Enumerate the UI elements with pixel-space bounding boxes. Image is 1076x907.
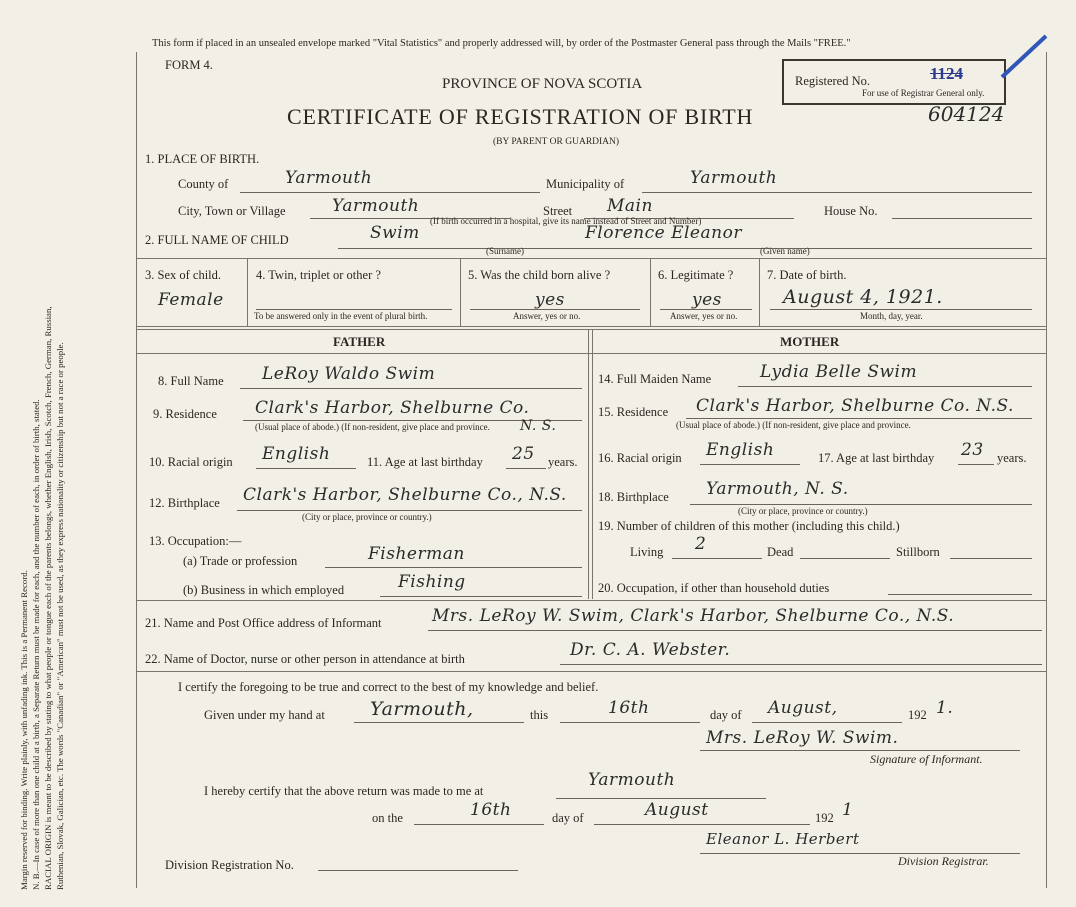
mother-residence-note: (Usual place of abode.) (If non-resident, give place and province. — [676, 420, 911, 430]
mother-occupation-line — [888, 594, 1032, 595]
legit-note: Answer, yes or no. — [670, 311, 738, 321]
child-name-line — [338, 248, 1032, 249]
given-label: Given under my hand at — [204, 708, 325, 722]
father-residence-label: 9. Residence — [153, 407, 217, 421]
col-divider — [650, 258, 651, 326]
municipality-label: Municipality of — [546, 177, 625, 191]
date-value: August 4, 1921. — [783, 286, 943, 308]
province-heading: PROVINCE OF NOVA SCOTIA — [442, 76, 643, 92]
row-divider — [136, 671, 1046, 672]
this-label: this — [530, 708, 549, 722]
registrar-month-line — [594, 824, 810, 825]
registered-stamp: 604124 — [928, 102, 1005, 126]
child-surname: Swim — [370, 223, 420, 243]
street-value: Main — [607, 196, 653, 216]
county-line — [240, 192, 540, 193]
given-month: August, — [768, 698, 838, 718]
row-divider — [136, 353, 1046, 354]
twin-note: To be answered only in the event of plural birth. — [254, 311, 428, 321]
parents-divider — [588, 329, 589, 599]
twin-label: 4. Twin, triplet or other ? — [256, 268, 381, 282]
registrar-year-prefix: 192 — [815, 811, 834, 825]
municipality-line — [642, 192, 1032, 193]
sex-label: 3. Sex of child. — [145, 268, 222, 282]
doctor-line — [560, 664, 1042, 665]
registrar-signature: Eleanor L. Herbert — [706, 830, 860, 848]
father-age-line — [506, 468, 546, 469]
city-label: City, Town or Village — [178, 204, 286, 218]
registrar-caption: Division Registrar. — [898, 854, 989, 868]
house-label: House No. — [824, 204, 878, 218]
mother-birthplace-line — [690, 504, 1032, 505]
side-note-line: RACIAL ORIGIN is meant to be described by stating to what people or tongue each of the parents belongs, whether English, Irish, Scotch, French, German, Russian, — [43, 306, 53, 890]
hospital-note: (If birth occurred in a hospital, give its name instead of Street and Number) — [430, 216, 702, 226]
surname-caption: (Surname) — [486, 246, 524, 256]
father-racial-line — [256, 468, 356, 469]
registrar-place-line — [556, 798, 766, 799]
father-racial-label: 10. Racial origin — [149, 455, 233, 469]
dead-label: Dead — [767, 545, 794, 559]
right-border — [1046, 52, 1047, 888]
on-the-label: on the — [372, 811, 403, 825]
side-note-line: N. B.—In case of more than one child at a birth, a Separate Return must be made for each, and the number of each, in order of birth, stated. — [31, 399, 41, 890]
father-name-line — [240, 388, 582, 389]
left-border — [136, 52, 137, 888]
city-value: Yarmouth — [332, 196, 420, 216]
alive-line — [470, 309, 640, 310]
house-line — [892, 218, 1032, 219]
mother-racial-label: 16. Racial origin — [598, 451, 682, 465]
living-label: Living — [630, 545, 664, 559]
row-divider — [136, 329, 1046, 330]
informant-line — [428, 630, 1042, 631]
year-suffix: 1. — [936, 698, 954, 718]
mail-notice: This form if placed in an unsealed envelope marked "Vital Statistics" and properly addressed will, by order of the Postmaster General pass through the Mails "FREE." — [152, 38, 851, 49]
day-of-label: day of — [710, 708, 742, 722]
father-age: 25 — [512, 444, 535, 464]
mother-birthplace-label: 18. Birthplace — [598, 490, 669, 504]
col-divider — [460, 258, 461, 326]
alive-note: Answer, yes or no. — [513, 311, 581, 321]
stillborn-label: Stillborn — [896, 545, 940, 559]
registrar-day-of-label: day of — [552, 811, 584, 825]
child-name-label: 2. FULL NAME OF CHILD — [145, 233, 289, 247]
living-value: 2 — [695, 534, 707, 554]
father-residence-cont: N. S. — [520, 418, 557, 434]
registered-label: Registered No. — [795, 74, 870, 88]
sex-value: Female — [158, 290, 224, 310]
mother-residence: Clark's Harbor, Shelburne Co. N.S. — [696, 396, 1014, 416]
mother-residence-line — [686, 418, 1032, 419]
father-racial: English — [262, 444, 331, 464]
dead-line — [800, 558, 890, 559]
municipality-value: Yarmouth — [690, 168, 778, 188]
mother-name: Lydia Belle Swim — [760, 362, 918, 382]
legit-value: yes — [692, 290, 722, 310]
business-label: (b) Business in which employed — [183, 583, 345, 597]
mother-name-line — [738, 386, 1032, 387]
living-line — [672, 558, 762, 559]
children-label: 19. Number of children of this mother (including this child.) — [598, 519, 900, 533]
date-line — [770, 309, 1032, 310]
trade-value: Fisherman — [368, 544, 465, 564]
father-birthplace-label: 12. Birthplace — [149, 496, 220, 510]
twin-line — [256, 309, 452, 310]
mother-age: 23 — [961, 440, 984, 460]
street-label: Street — [543, 204, 573, 218]
side-note-line: Ruthenian, Slovak, Galician, etc. The words "Canadian" or "American" must not be used, as they express nationality or citizenship but not a race or people. — [55, 342, 65, 890]
alive-value: yes — [535, 290, 565, 310]
father-age-label: 11. Age at last birthday — [367, 455, 483, 469]
trade-label: (a) Trade or profession — [183, 554, 298, 568]
registrar-day-line — [414, 824, 544, 825]
given-month-line — [752, 722, 902, 723]
row-divider — [136, 326, 1046, 327]
mother-years-label: years. — [997, 451, 1027, 465]
mother-age-line — [958, 464, 994, 465]
date-label: 7. Date of birth. — [767, 268, 847, 282]
informant-label: 21. Name and Post Office address of Informant — [145, 616, 382, 630]
father-heading: FATHER — [333, 334, 386, 349]
mother-birthplace-note: (City or place, province or country.) — [738, 506, 868, 516]
county-label: County of — [178, 177, 229, 191]
legit-label: 6. Legitimate ? — [658, 268, 734, 282]
signature-line — [700, 750, 1020, 751]
county-value: Yarmouth — [285, 168, 373, 188]
row-divider — [136, 258, 1046, 259]
doctor-label: 22. Name of Doctor, nurse or other person in attendance at birth — [145, 652, 465, 666]
blue-check-mark — [1000, 32, 1050, 82]
father-residence: Clark's Harbor, Shelburne Co. — [255, 398, 530, 418]
given-day-line — [560, 722, 700, 723]
father-occupation-label: 13. Occupation:— — [149, 534, 242, 548]
father-years-label: years. — [548, 455, 578, 469]
trade-line — [325, 567, 582, 568]
registrar-year-suffix: 1 — [842, 800, 854, 820]
business-value: Fishing — [398, 572, 466, 592]
registered-note: For use of Registrar General only. — [862, 88, 985, 98]
registrar-day: 16th — [470, 800, 512, 820]
business-line — [380, 596, 582, 597]
registrar-statement: I hereby certify that the above return was made to me at — [204, 784, 484, 798]
father-birthplace-note: (City or place, province or country.) — [302, 512, 432, 522]
mother-birthplace: Yarmouth, N. S. — [706, 479, 849, 499]
col-divider — [247, 258, 248, 326]
father-residence-note: (Usual place of abode.) (If non-resident, give place and province. — [255, 422, 490, 432]
mother-racial-line — [700, 464, 800, 465]
col-divider — [759, 258, 760, 326]
registrar-month: August — [645, 800, 709, 820]
father-birthplace: Clark's Harbor, Shelburne Co., N.S. — [243, 485, 567, 505]
informant-value: Mrs. LeRoy W. Swim, Clark's Harbor, Shelburne Co., N.S. — [432, 606, 955, 626]
given-caption: (Given name) — [760, 246, 810, 256]
registrar-place: Yarmouth — [588, 770, 676, 790]
row-divider — [136, 600, 1046, 601]
date-note: Month, day, year. — [860, 311, 923, 321]
father-name: LeRoy Waldo Swim — [262, 364, 436, 384]
father-name-label: 8. Full Name — [158, 374, 224, 388]
alive-label: 5. Was the child born alive ? — [468, 268, 611, 282]
page-title: CERTIFICATE OF REGISTRATION OF BIRTH — [287, 104, 754, 129]
division-no-label: Division Registration No. — [165, 858, 294, 872]
division-no-line — [318, 870, 518, 871]
father-birthplace-line — [237, 510, 582, 511]
informant-signature: Mrs. LeRoy W. Swim. — [706, 728, 899, 748]
place-of-birth-label: 1. PLACE OF BIRTH. — [145, 152, 260, 166]
mother-racial: English — [706, 440, 775, 460]
form-number: FORM 4. — [165, 58, 213, 72]
given-place-line — [354, 722, 524, 723]
doctor-value: Dr. C. A. Webster. — [570, 640, 731, 660]
year-prefix: 192 — [908, 708, 927, 722]
side-note-line: Margin reserved for binding. Write plainly, with unfading ink. This is a Permanent Record. — [19, 570, 29, 890]
mother-age-label: 17. Age at last birthday — [818, 451, 935, 465]
registered-number: 1124 — [930, 64, 964, 83]
mother-heading: MOTHER — [780, 334, 840, 349]
side-notes — [18, 10, 66, 890]
given-place: Yarmouth, — [370, 698, 474, 720]
certify-statement: I certify the foregoing to be true and correct to the best of my knowledge and belief. — [178, 680, 599, 694]
mother-name-label: 14. Full Maiden Name — [598, 372, 712, 386]
stillborn-line — [950, 558, 1032, 559]
legit-line — [660, 309, 752, 310]
signature-caption: Signature of Informant. — [870, 752, 983, 766]
given-day: 16th — [608, 698, 650, 718]
child-given-name: Florence Eleanor — [585, 223, 742, 243]
mother-occupation-label: 20. Occupation, if other than household duties — [598, 581, 830, 595]
mother-residence-label: 15. Residence — [598, 405, 669, 419]
parents-divider — [592, 329, 593, 599]
page-subtitle: (BY PARENT OR GUARDIAN) — [493, 137, 620, 147]
